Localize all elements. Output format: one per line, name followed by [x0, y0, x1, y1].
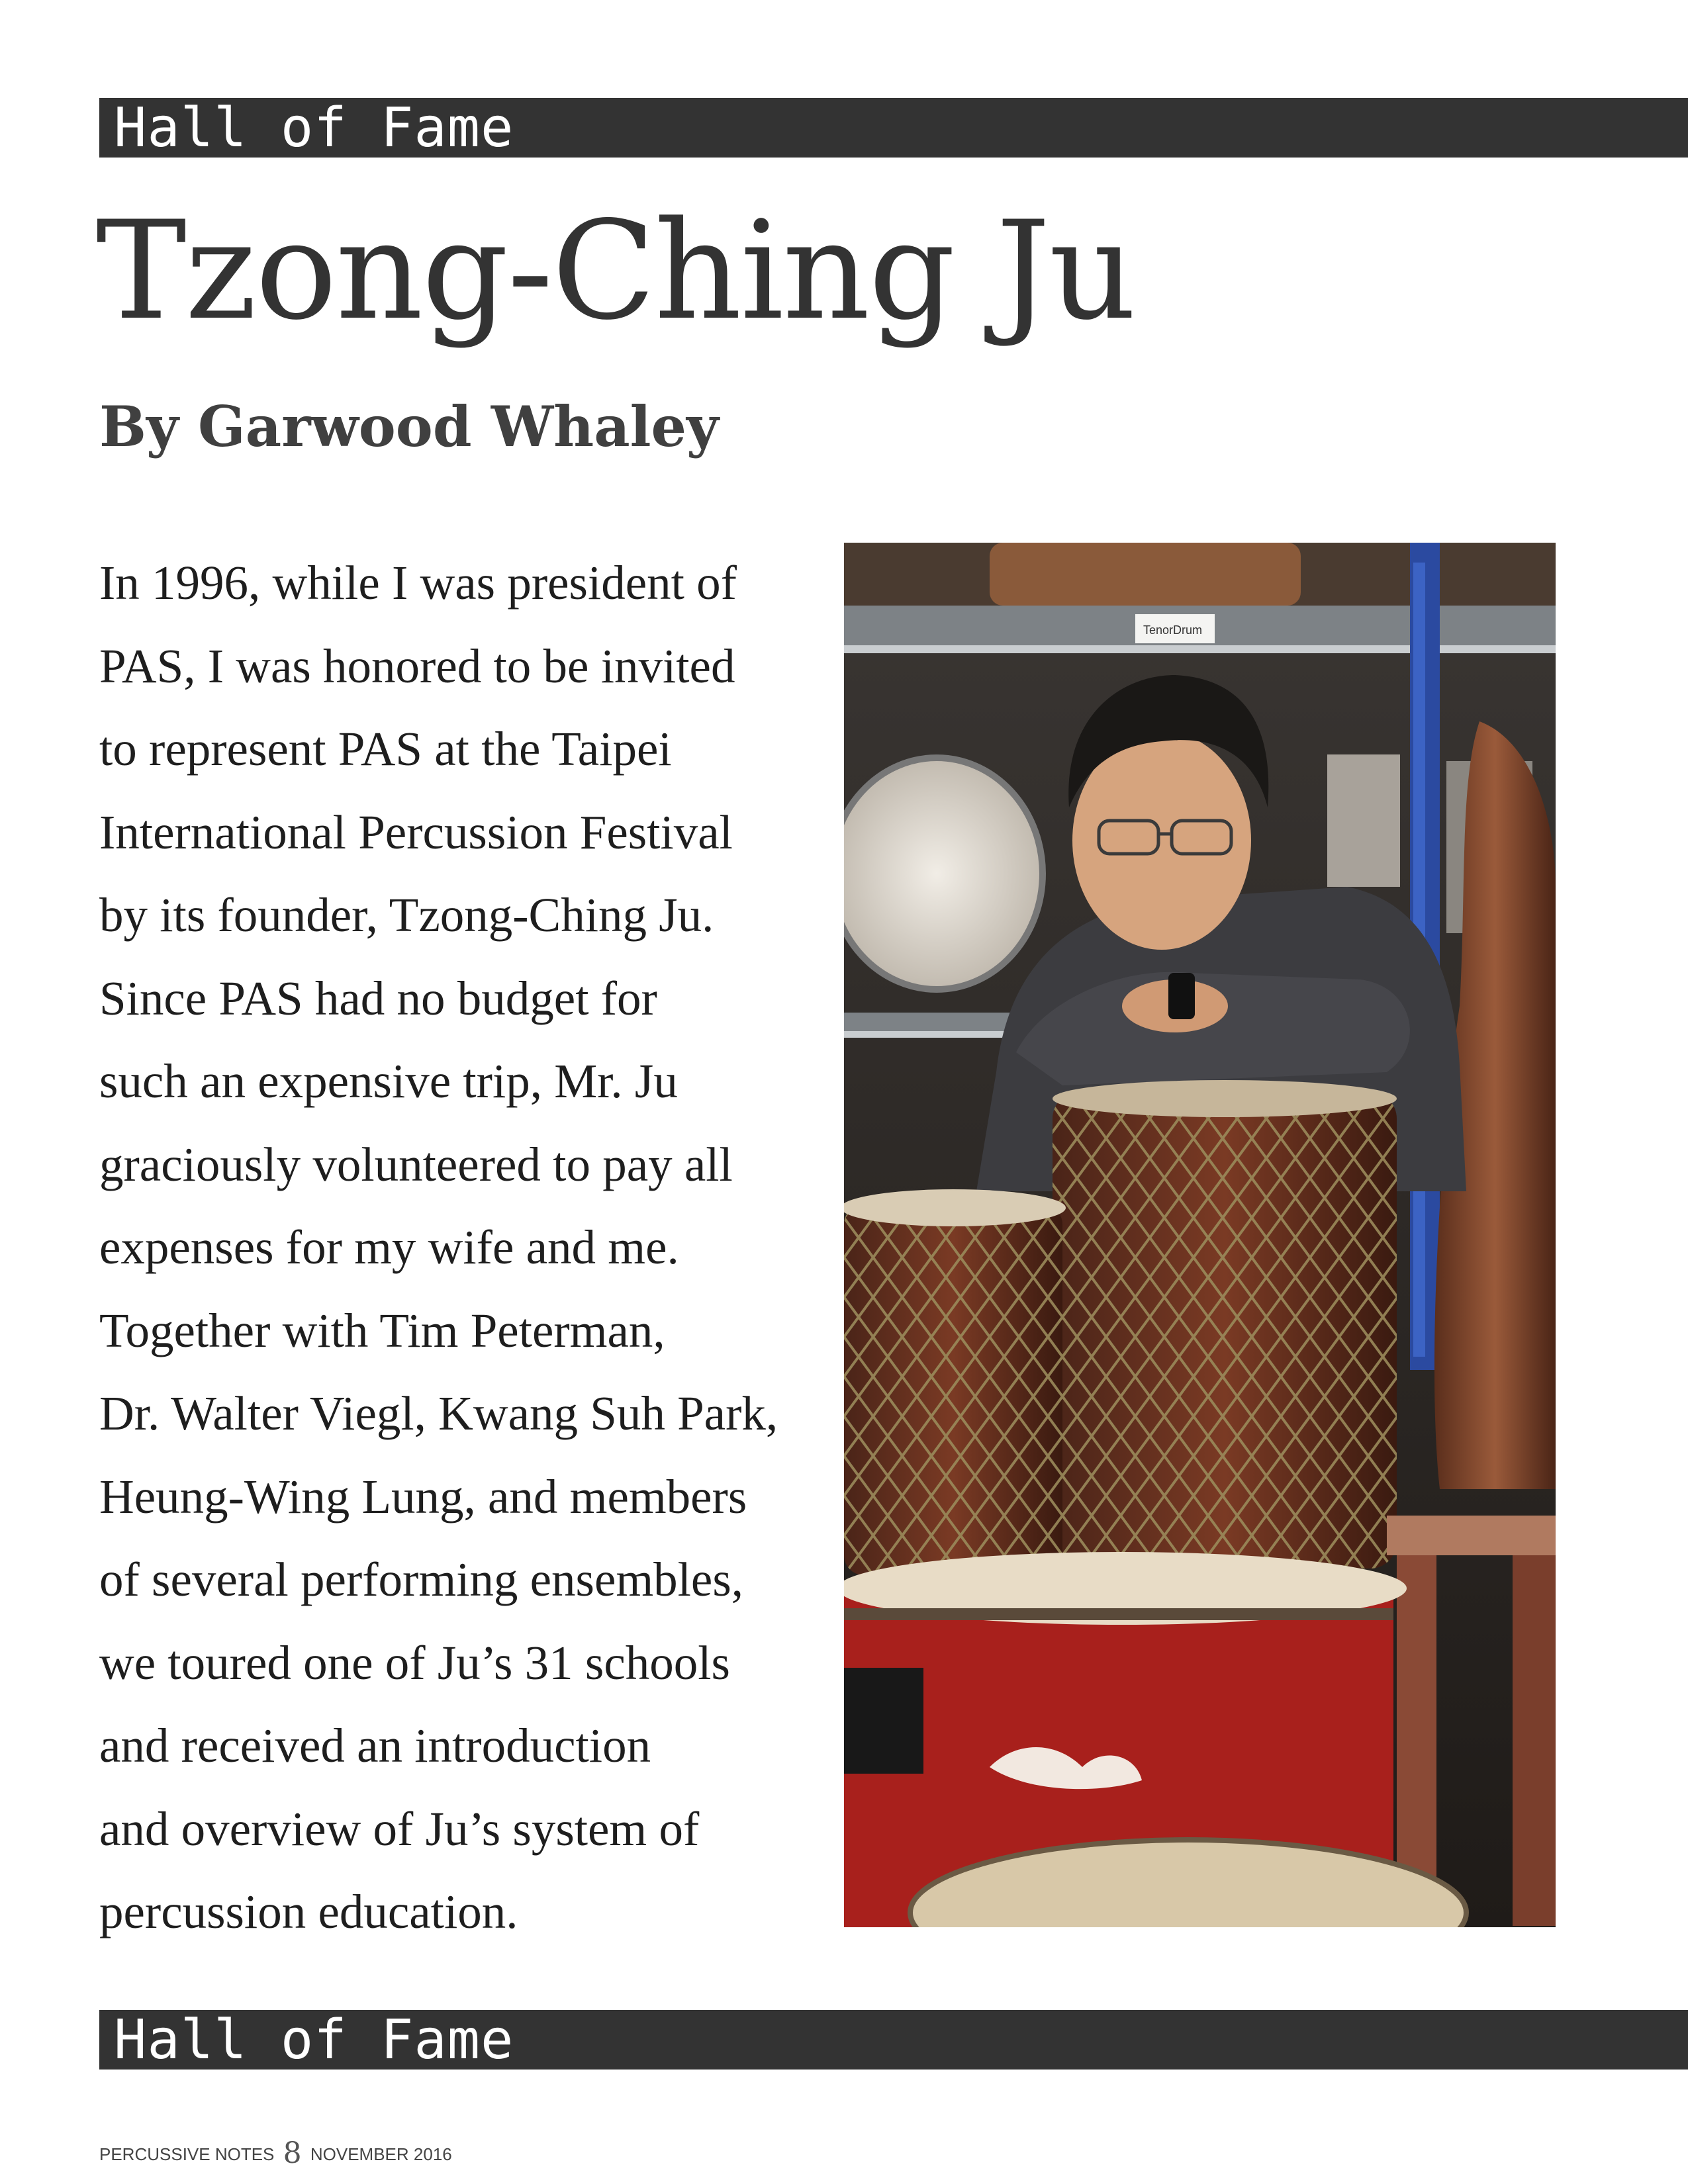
body-line: by its founder, Tzong-Ching Ju. [99, 888, 714, 942]
body-line: Heung-Wing Lung, and members [99, 1469, 747, 1524]
body-line: International Percussion Festival [99, 805, 733, 859]
body-line: and received an introduction [99, 1719, 651, 1772]
body-line: Dr. Walter Viegl, Kwang Suh Park, [99, 1387, 778, 1440]
body-line: we toured one of Ju’s 31 schools [99, 1635, 730, 1690]
shelf-label: TenorDrum [1143, 623, 1203, 637]
page-footer [99, 2136, 452, 2170]
body-line: In 1996, while I was president of [99, 556, 737, 610]
body-line: and overview of Ju’s system of [99, 1801, 700, 1856]
body-line: graciously volunteered to pay all [99, 1137, 733, 1191]
section-banner-label: Hall of Fame [114, 2009, 514, 2071]
body-line: of several performing ensembles, [99, 1553, 743, 1606]
body-line: expenses for my wife and me. [99, 1220, 679, 1274]
body-line: Since PAS had no budget for [99, 971, 657, 1025]
section-banner-bottom [99, 2010, 1688, 2070]
article-byline: By Garwood Whaley [99, 394, 719, 459]
portrait-photo [844, 543, 1556, 1927]
footer-issue: NOVEMBER 2016 [310, 2144, 452, 2164]
body-line: such an expensive trip, Mr. Ju [99, 1054, 678, 1108]
article-body [99, 541, 778, 1954]
body-line: PAS, I was honored to be invited [99, 639, 735, 693]
footer-page-number: 8 [283, 2136, 302, 2170]
section-banner-label: Hall of Fame [114, 97, 514, 159]
body-line: to represent PAS at the Taipei [99, 722, 672, 776]
section-banner-top [99, 98, 1688, 158]
article-title: Tzong-Ching Ju [96, 193, 1135, 350]
body-line: percussion education. [99, 1885, 518, 1938]
footer-publication: PERCUSSIVE NOTES [99, 2144, 275, 2164]
body-line: Together with Tim Peterman, [99, 1303, 665, 1357]
